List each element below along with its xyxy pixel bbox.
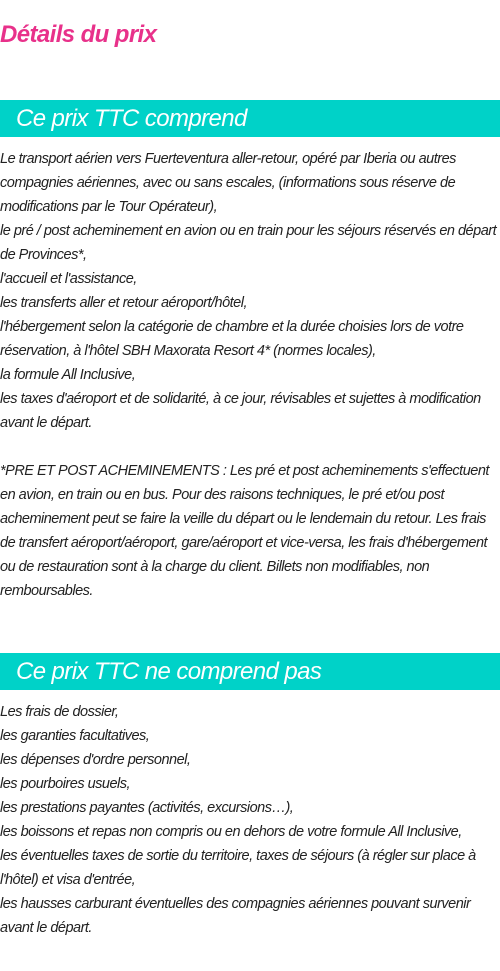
excludes-item: Les frais de dossier,: [0, 704, 119, 720]
includes-item: les transferts aller et retour aéroport/hôtel,: [0, 295, 247, 311]
excludes-list: [0, 700, 500, 940]
page-title: Détails du prix: [0, 21, 157, 48]
acheminement-note: [0, 459, 500, 603]
includes-item: les taxes d'aéroport et de solidarité, à ce jour, révisables et sujettes à modification avant le départ.: [0, 391, 481, 431]
includes-list: [0, 147, 500, 435]
includes-item: l'accueil et l'assistance,: [0, 271, 137, 287]
includes-item: le pré / post acheminement en avion ou en train pour les séjours réservés en départ de Provinces*,: [0, 223, 497, 263]
acheminement-note-text: *PRE ET POST ACHEMINEMENTS : Les pré et post acheminements s'effectuent en avion, en train ou en bus. Pour des raisons techniques, le pré et/ou post acheminement peut se faire la veille du départ ou le lendemain du retour. Les frais de transfert aéroport/aéroport, gare/aéroport et vice-versa, les frais d'hébergement ou de restauration sont à la charge du client. Billets non modifiables, non remboursables.: [0, 463, 489, 599]
excludes-item: les prestations payantes (activités, excursions…),: [0, 800, 294, 816]
includes-item: l'hébergement selon la catégorie de chambre et la durée choisies lors de votre réservation, à l'hôtel SBH Maxorata Resort 4* (normes locales),: [0, 319, 464, 359]
excludes-item: les hausses carburant éventuelles des compagnies aériennes pouvant survenir avant le départ.: [0, 896, 471, 936]
includes-item: Le transport aérien vers Fuerteventura aller-retour, opéré par Iberia ou autres compagnies aériennes, avec ou sans escales, (informations sous réserve de modifications par le Tour Opérateur),: [0, 151, 456, 215]
includes-heading: Ce prix TTC comprend: [0, 100, 500, 137]
excludes-item: les pourboires usuels,: [0, 776, 131, 792]
excludes-item: les boissons et repas non compris ou en dehors de votre formule All Inclusive,: [0, 824, 462, 840]
excludes-heading: Ce prix TTC ne comprend pas: [0, 653, 500, 690]
excludes-item: les éventuelles taxes de sortie du territoire, taxes de séjours (à régler sur place à l'hôtel) et visa d'entrée,: [0, 848, 476, 888]
excludes-item: les garanties facultatives,: [0, 728, 150, 744]
excludes-item: les dépenses d'ordre personnel,: [0, 752, 191, 768]
includes-item: la formule All Inclusive,: [0, 367, 136, 383]
